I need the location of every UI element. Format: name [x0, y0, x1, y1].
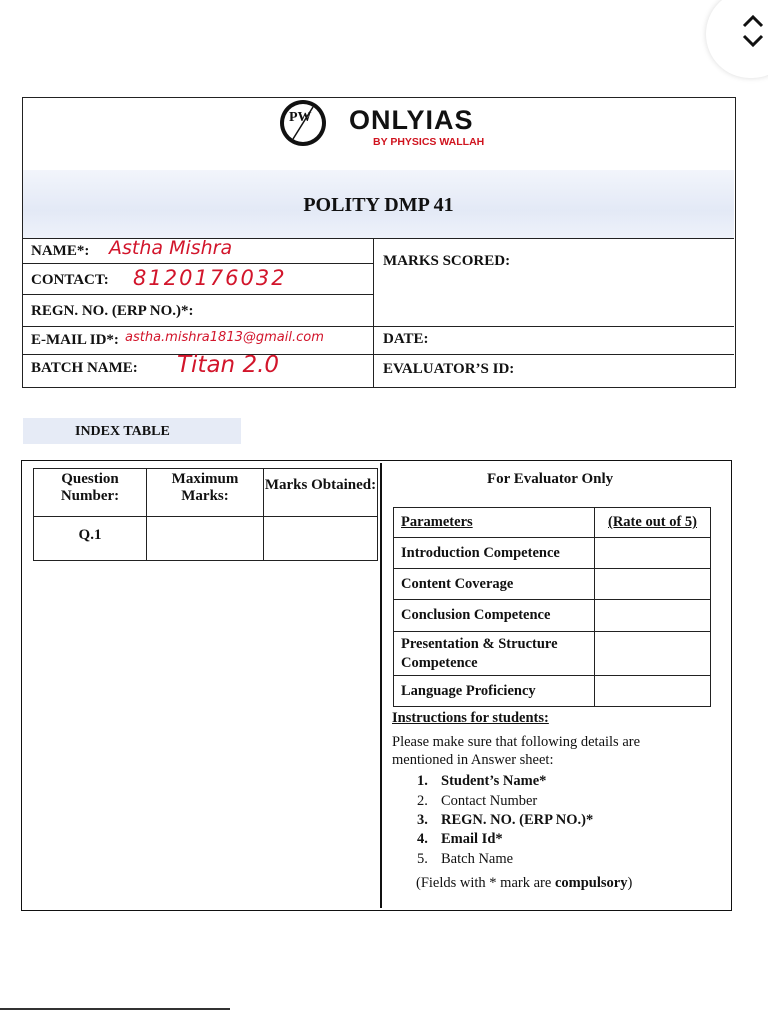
page-nav-control[interactable]	[706, 0, 768, 78]
list-number: 3.	[417, 812, 428, 828]
chevron-down-icon[interactable]	[742, 34, 764, 48]
list-number: 1.	[417, 773, 428, 789]
regn-label: REGN. NO. (ERP NO.)*:	[31, 303, 194, 319]
logo-letter-p: PW	[289, 110, 312, 125]
evaluator-panel-title: For Evaluator Only	[487, 471, 614, 487]
parameter-introduction: Introduction Competence	[394, 538, 595, 569]
parameters-table	[393, 507, 711, 707]
marks-scored-label: MARKS SCORED:	[383, 253, 511, 269]
batch-value[interactable]: Titan 2.0	[177, 352, 280, 378]
footer-close: )	[627, 875, 633, 891]
page-edge-line	[0, 1008, 230, 1010]
table-row	[394, 676, 711, 707]
list-number: 5.	[417, 851, 428, 867]
list-text: Contact Number	[441, 793, 538, 809]
rating-cell[interactable]	[595, 600, 711, 632]
brand-subtitle: BY PHYSICS WALLAH	[373, 136, 485, 148]
table-row	[394, 538, 711, 569]
parameter-language: Language Proficiency	[394, 676, 595, 707]
table-row	[394, 600, 711, 632]
index-table-tab: INDEX TABLE	[23, 418, 241, 444]
instructions-intro-2: mentioned in Answer sheet:	[392, 752, 554, 768]
evaluator-id-label: EVALUATOR’S ID:	[383, 361, 515, 377]
email-label: E-MAIL ID*:	[31, 332, 119, 348]
name-label: NAME*:	[31, 243, 90, 259]
list-text: Student’s Name*	[441, 773, 547, 789]
brand-name: ONLYIAS	[349, 105, 474, 135]
instructions-heading: Instructions for students:	[392, 710, 549, 726]
list-item	[417, 793, 537, 810]
list-item	[417, 831, 503, 848]
header-maximum-marks: Maximum Marks:	[147, 469, 264, 517]
list-text: Batch Name	[441, 851, 514, 867]
pw-logo-icon	[279, 99, 327, 147]
list-item	[417, 851, 513, 868]
contact-value[interactable]: 8120176032	[133, 266, 287, 290]
list-item	[417, 773, 546, 790]
question-table	[33, 468, 378, 561]
chevron-up-icon[interactable]	[742, 14, 764, 28]
cover-header	[22, 97, 736, 388]
page-title: POLITY DMP 41	[303, 194, 454, 216]
name-value[interactable]: Astha Mishra	[109, 237, 233, 259]
table-row	[34, 517, 378, 561]
instructions-intro-1: Please make sure that following details are	[392, 734, 641, 750]
list-text: Email Id*	[441, 831, 503, 847]
rating-cell[interactable]	[595, 676, 711, 707]
list-item	[417, 812, 593, 829]
parameter-content: Content Coverage	[394, 569, 595, 600]
batch-label: BATCH NAME:	[31, 360, 138, 376]
table-row	[394, 569, 711, 600]
max-marks-cell[interactable]	[147, 517, 264, 561]
date-label: DATE:	[383, 331, 429, 347]
list-number: 4.	[417, 831, 428, 847]
rating-cell[interactable]	[595, 632, 711, 676]
footer-bold-text: compulsory	[554, 875, 628, 891]
email-value[interactable]: astha.mishra1813@gmail.com	[125, 330, 324, 345]
instructions-footer	[416, 875, 632, 892]
header-marks-obtained: Marks Obtained:	[264, 469, 378, 517]
panel-divider	[380, 463, 382, 908]
table-row	[394, 632, 711, 676]
header-rating: (Rate out of 5)	[595, 508, 711, 538]
question-cell: Q.1	[34, 517, 147, 561]
header-parameters: Parameters	[394, 508, 595, 538]
parameter-conclusion: Conclusion Competence	[394, 600, 595, 632]
marks-obtained-cell[interactable]	[264, 517, 378, 561]
footer-text: (Fields with * mark are	[416, 875, 555, 891]
parameter-presentation: Presentation & Structure Competence	[394, 632, 595, 676]
header-question-number: Question Number:	[34, 469, 147, 517]
list-number: 2.	[417, 793, 428, 809]
list-text: REGN. NO. (ERP NO.)*	[441, 812, 594, 828]
rating-cell[interactable]	[595, 538, 711, 569]
contact-label: CONTACT:	[31, 272, 109, 288]
rating-cell[interactable]	[595, 569, 711, 600]
